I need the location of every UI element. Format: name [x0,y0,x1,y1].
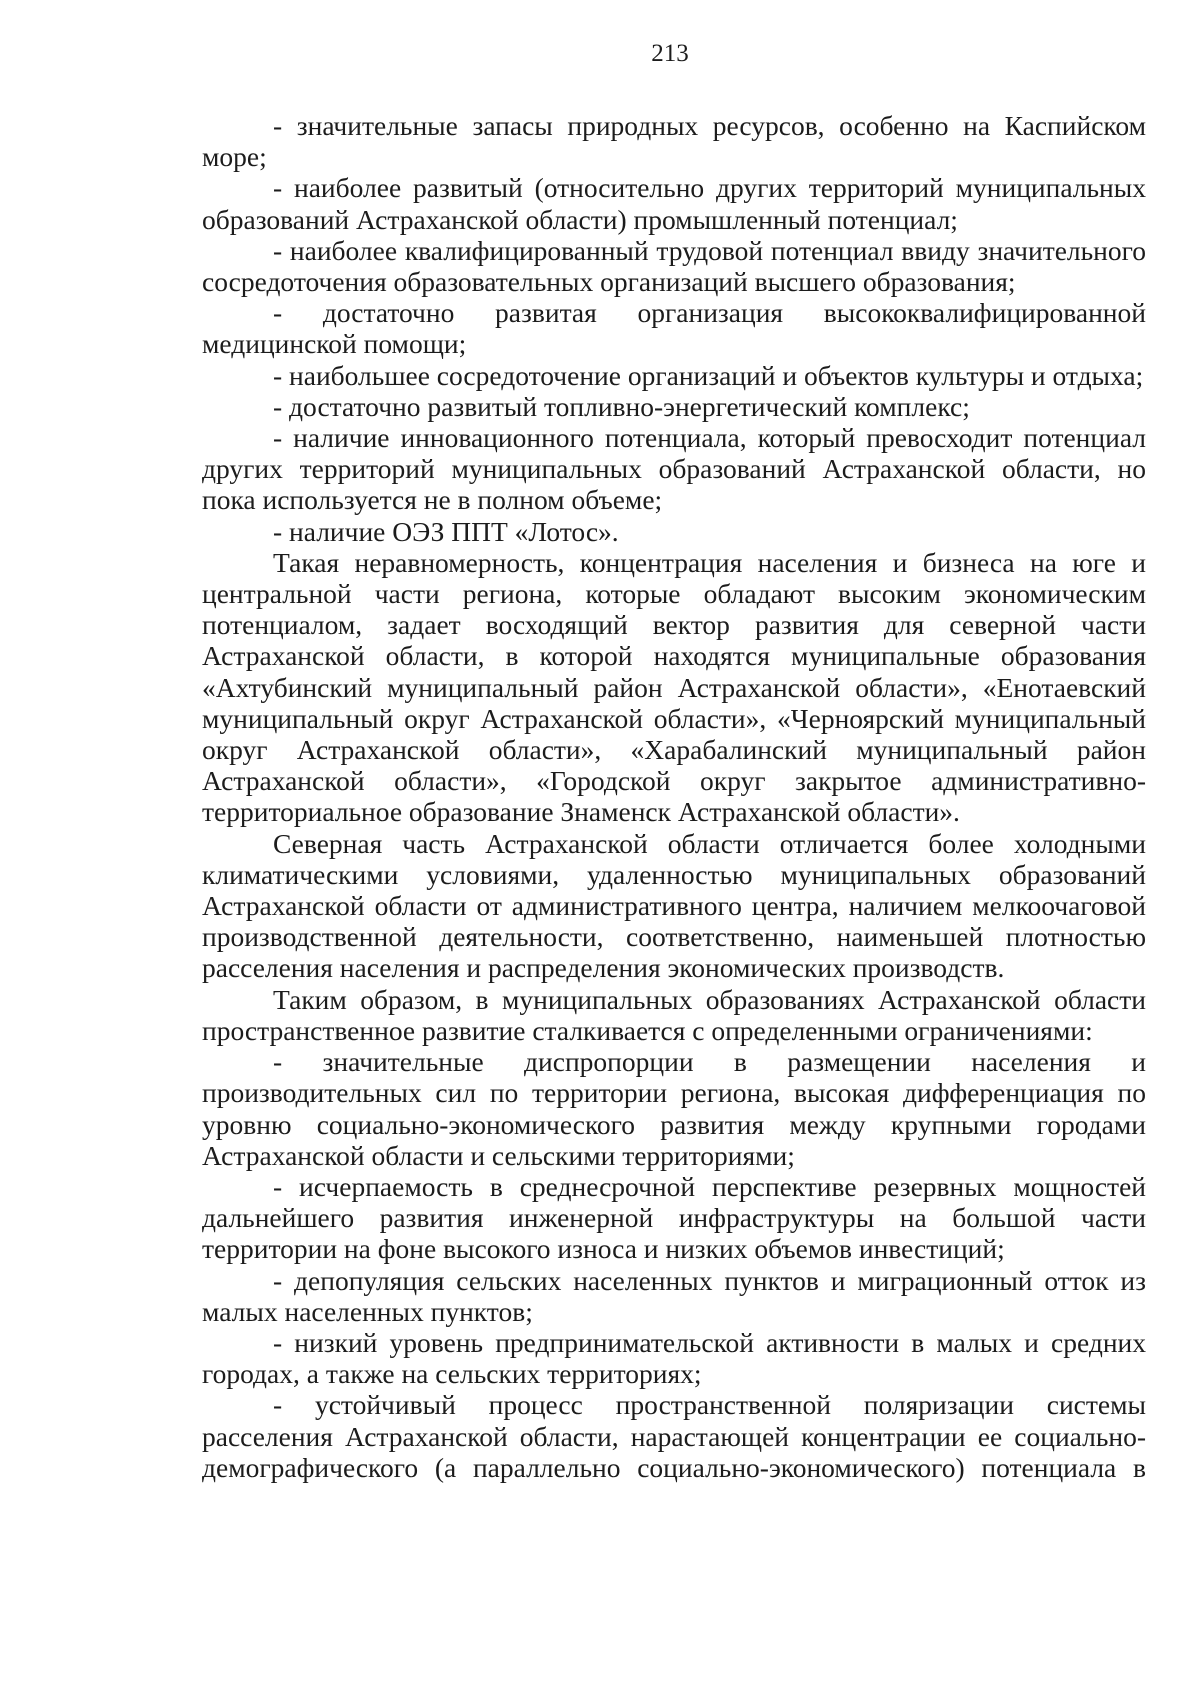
paragraph-4: - достаточно развитая организация высококвалифицированной медицинской помощи; [202,297,1146,360]
paragraph-14: - депопуляция сельских населенных пунктов и миграционный отток из малых населенных пунктов; [202,1264,1146,1327]
paragraph-16: - устойчивый процесс пространственной поляризации системы расселения Астраханской области, нарастающей концентрации ее социально-демографического (а параллельно социально-экономического) потенциала в [202,1389,1146,1483]
paragraph-12: - значительные диспропорции в размещении населения и производительных сил по территории региона, высокая дифференциация по уровню социально-экономического развития между крупными городами Астраханской области и сельскими территориями; [202,1046,1146,1171]
paragraph-13: - исчерпаемость в среднесрочной перспективе резервных мощностей дальнейшего развития инженерной инфраструктуры на большой части территории на фоне высокого износа и низких объемов инвестиций; [202,1170,1146,1265]
paragraph-3: - наиболее квалифицированный трудовой потенциал ввиду значительного сосредоточения образовательных организаций высшего образования; [202,234,1146,298]
document-body [202,110,1146,1483]
paragraph-7: - наличие инновационного потенциала, который превосходит потенциал других территорий муниципальных образований Астраханской области, но пока используется не в полном объеме; [202,422,1146,516]
paragraph-5: - наибольшее сосредоточение организаций и объектов культуры и отдыха; [273,359,1144,391]
paragraph-15: - низкий уровень предпринимательской активности в малых и средних городах, а также на сельских территориях; [202,1326,1146,1390]
paragraph-8: - наличие ОЭЗ ППТ «Лотос». [273,515,619,547]
page-number: 213 [651,40,689,67]
paragraph-1: - значительные запасы природных ресурсов, особенно на Каспийском море; [202,110,1146,173]
paragraph-11: Таким образом, в муниципальных образованиях Астраханской области пространственное развитие сталкивается с определенными ограничениями: [202,983,1146,1046]
paragraph-9: Такая неравномерность, концентрация населения и бизнеса на юге и центральной части региона, которые обладают высоким экономическим потенциалом, задает восходящий вектор развития для северной части Астраханской области, в которой находятся муниципальные образования «Ахтубинский муниципальный район Астраханской области», «Енотаевский муниципальный округ Астраханской области», «Черноярский муниципальный округ Астраханской области», «Харабалинский муниципальный район Астраханской области», «Городской округ закрытое административно-территориальное образование Знаменск Астраханской области». [202,546,1146,828]
paragraph-10: Северная часть Астраханской области отличается более холодными климатическими условиями, удаленностью муниципальных образований Астраханской области от административного центра, наличием мелкоочаговой производственной деятельности, соответственно, наименьшей плотностью расселения населения и распределения экономических производств. [202,827,1146,984]
paragraph-6: - достаточно развитый топливно-энергетический комплекс; [273,390,970,422]
paragraph-2: - наиболее развитый (относительно других территорий муниципальных образований Астраханской области) промышленный потенциал; [202,172,1146,235]
